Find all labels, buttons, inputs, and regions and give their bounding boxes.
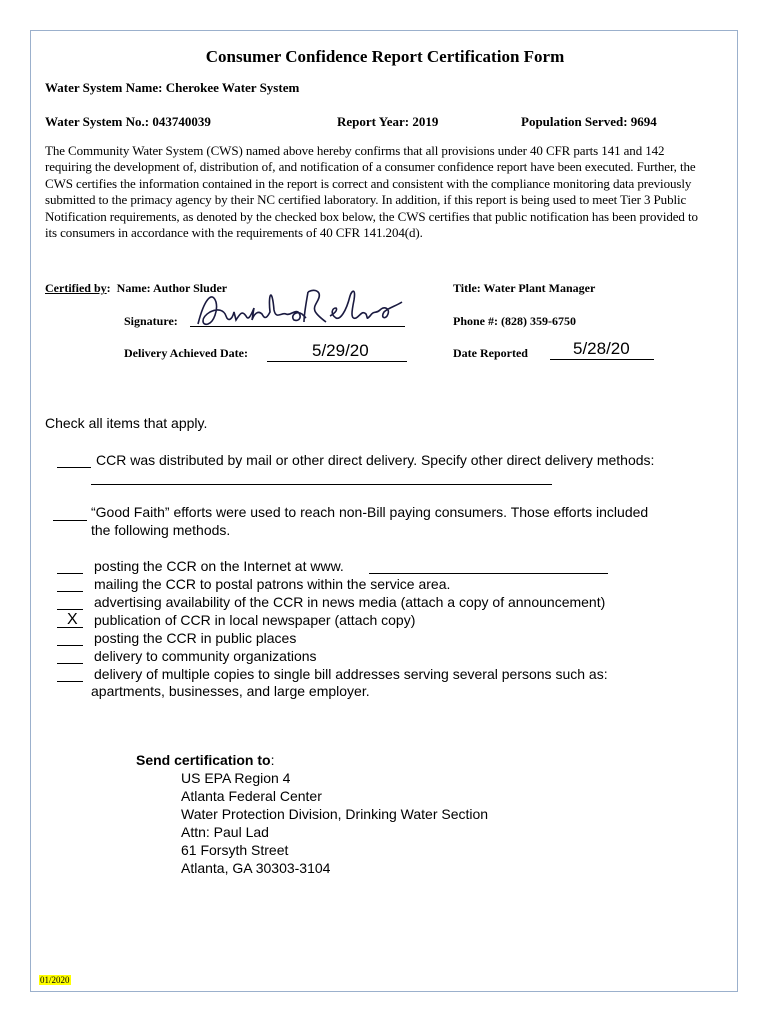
method-label: mailing the CCR to postal patrons within the service area. <box>94 576 451 592</box>
phone-number: Phone #: (828) 359-6750 <box>453 314 576 328</box>
other-methods-line[interactable] <box>91 484 552 485</box>
date-reported-value[interactable]: 5/28/20 <box>573 339 630 358</box>
report-year: Report Year: 2019 <box>337 114 439 129</box>
address-line: Atlanta, GA 30303-3104 <box>181 860 331 876</box>
method-checkbox[interactable] <box>57 609 83 610</box>
send-to-heading: Send certification to: <box>136 752 275 768</box>
certified-by-row: Certified by: Name: Author Sluder <box>45 281 228 295</box>
method-checkbox[interactable] <box>57 663 83 664</box>
method-label: advertising availability of the CCR in news media (attach a copy of announcement) <box>94 594 606 610</box>
method-label: posting the CCR in public places <box>94 630 297 646</box>
job-title: Title: Water Plant Manager <box>453 281 596 295</box>
form-title: Consumer Confidence Report Certification Form <box>205 47 565 66</box>
certification-paragraph: The Community Water System (CWS) named above hereby confirms that all provisions under 40 CFR parts 141 and 142 requiring the development of, distribution of, and notification of a consumer confidence report have been executed. Further, the CWS certifies the information contained in the report is correct and consistent with the compliance monitoring data previously submitted to the primacy agency by their NC certified laboratory. In addition, if this report is being used to meet Tier 3 Public Notification requirements, as denoted by the checked box below, the CWS certifies that public notification has been provided to its consumers in accordance with the requirements of 40 CFR 141.204(d). <box>45 143 698 241</box>
method-label: delivery of multiple copies to single bill addresses serving several persons such as: <box>94 666 608 682</box>
certified-by-label: Certified by <box>45 281 107 295</box>
population-served: Population Served: 9694 <box>521 114 657 129</box>
delivery-date-label: Delivery Achieved Date: <box>124 346 248 360</box>
method-continuation: apartments, businesses, and large employer. <box>91 683 370 699</box>
signature-label: Signature: <box>124 314 178 328</box>
mail-delivery-text: CCR was distributed by mail or other direct delivery. Specify other direct delivery methods: <box>96 452 655 468</box>
method-checkbox[interactable] <box>57 681 83 682</box>
date-reported-line <box>550 359 654 360</box>
method-label: publication of CCR in local newspaper (attach copy) <box>94 612 416 628</box>
address-line: Atlanta Federal Center <box>181 788 322 804</box>
method-checkbox[interactable] <box>57 573 83 574</box>
checkbox-mark: X <box>67 611 78 628</box>
handwritten-signature <box>190 280 415 330</box>
method-label: delivery to community organizations <box>94 648 317 664</box>
address-line: Water Protection Division, Drinking Water Section <box>181 806 489 822</box>
good-faith-text-cont: the following methods. <box>91 522 231 538</box>
address-line: US EPA Region 4 <box>181 770 291 786</box>
water-system-name: Water System Name: Cherokee Water System <box>45 80 300 95</box>
author-name: Name: Author Sluder <box>116 281 228 295</box>
delivery-date-value[interactable]: 5/29/20 <box>312 341 369 360</box>
address-line: 61 Forsyth Street <box>181 842 289 858</box>
address-line: Attn: Paul Lad <box>181 824 269 840</box>
delivery-date-line <box>267 361 407 362</box>
revision-date: 01/2020 <box>40 975 70 985</box>
mail-delivery-checkbox[interactable] <box>57 467 91 468</box>
checklist-intro: Check all items that apply. <box>45 415 208 431</box>
water-system-number: Water System No.: 043740039 <box>45 114 211 129</box>
method-checkbox[interactable] <box>57 645 83 646</box>
good-faith-text: “Good Faith” efforts were used to reach non-Bill paying consumers. Those efforts included <box>91 504 649 520</box>
method-label: posting the CCR on the Internet at www. <box>94 558 344 574</box>
good-faith-checkbox[interactable] <box>53 520 87 521</box>
method-checkbox[interactable] <box>57 591 83 592</box>
website-url-line[interactable] <box>369 573 608 574</box>
date-reported-label: Date Reported <box>453 346 528 360</box>
